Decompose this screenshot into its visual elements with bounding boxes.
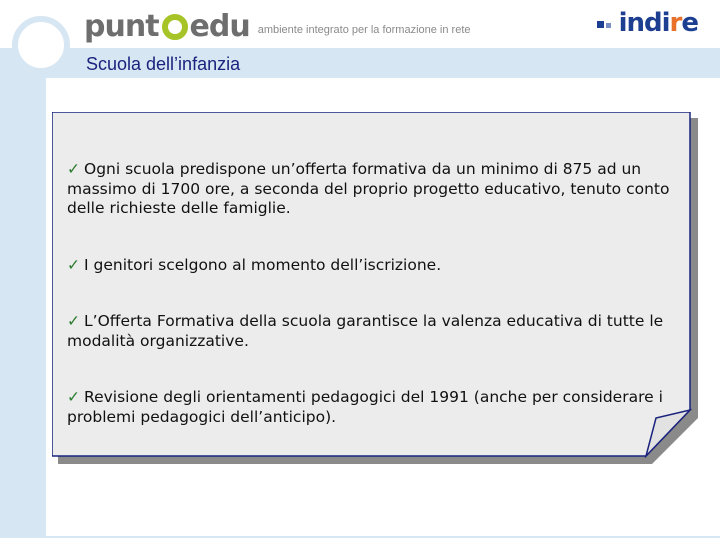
- bottom-band: [0, 536, 720, 538]
- bullet-item-2: [67, 256, 679, 276]
- bullet-item-1: [67, 160, 679, 219]
- left-band: [0, 48, 46, 538]
- bullet-list: [67, 160, 679, 427]
- checkmark-icon: ✓: [67, 388, 80, 406]
- bullet-text: Ogni scuola predispone un’offerta formativa da un minimo di 875 ad un massimo di 1700 ore, a seconda del proprio progetto educativo, tenuto conto delle richieste delle famiglie.: [67, 160, 670, 217]
- indire-logo[interactable]: [597, 8, 698, 38]
- indire-dots-icon: [597, 11, 615, 35]
- bullet-text: Revisione degli orientamenti pedagogici del 1991 (anche per considerare i problemi pedagogici dell’anticipo).: [67, 388, 663, 426]
- indire-wordmark: indire: [618, 8, 698, 38]
- checkmark-icon: ✓: [67, 160, 80, 178]
- puntoedu-logo[interactable]: [84, 8, 471, 44]
- logo-tagline: ambiente integrato per la formazione in rete: [257, 24, 471, 36]
- checkmark-icon: ✓: [67, 255, 80, 274]
- section-title: Scuola dell’infanzia: [86, 54, 241, 74]
- logo-word-edu: edu: [189, 8, 250, 44]
- circle-decoration: [12, 16, 70, 74]
- top-header: [0, 0, 720, 48]
- bullet-text: L’Offerta Formativa della scuola garantisce la valenza educativa di tutte le modalità organizzative.: [67, 312, 664, 350]
- logo-word-punt: punt: [84, 8, 159, 44]
- bullet-item-4: [67, 388, 679, 427]
- checkmark-icon: ✓: [67, 312, 80, 330]
- bullet-item-3: [67, 312, 679, 351]
- logo-ring-icon: [162, 14, 188, 40]
- bullet-text: I genitori scelgono al momento dell’iscrizione.: [84, 255, 442, 274]
